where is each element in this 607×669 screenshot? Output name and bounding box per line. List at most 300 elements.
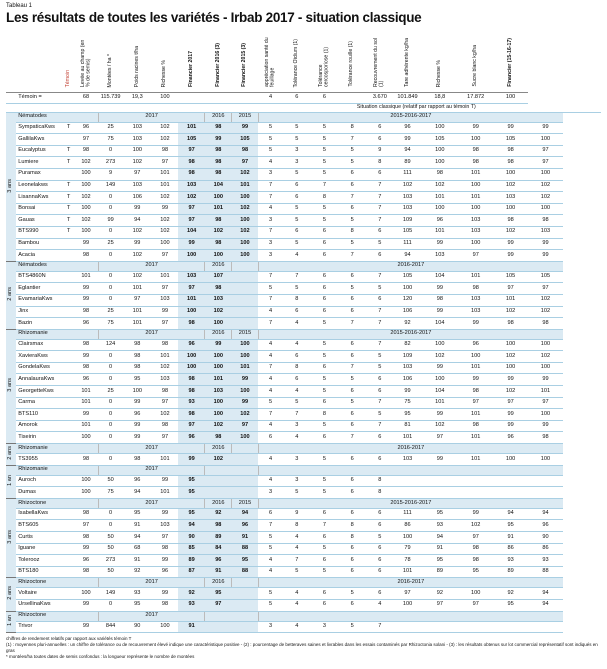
column-header (338, 34, 366, 92)
cell-value: 106 (394, 306, 422, 318)
cell-value: 102 (74, 215, 99, 227)
section-header (6, 112, 601, 122)
variety-name: Tiseirin (16, 432, 63, 444)
cell-value (232, 487, 259, 499)
column-header (98, 34, 123, 92)
cell-value: 89 (394, 157, 422, 169)
cell-value: 101 (232, 362, 259, 374)
group-label-text: 1 an (7, 615, 14, 626)
cell-value: 4 (258, 566, 283, 578)
cell-value: 101 (458, 409, 493, 421)
variety-name: UrsellinaKws (16, 599, 63, 611)
cell-value (394, 475, 422, 487)
cell-value: 101 (74, 386, 99, 398)
cell-value: 5 (338, 238, 366, 250)
cell-value: 5 (366, 362, 394, 374)
cell-value: 5 (338, 145, 366, 157)
table-row (6, 122, 601, 134)
cell-value: 99 (493, 409, 528, 421)
cell-value: 92 (493, 588, 528, 600)
column-header (394, 34, 422, 92)
table-row (6, 520, 601, 532)
cell-value (458, 621, 493, 633)
cell-value: 6 (338, 271, 366, 283)
cell-value: 102 (232, 168, 259, 180)
cell-value: 6 (338, 420, 366, 432)
cell-value: 6 (311, 555, 339, 567)
column-header-label: Richesse % (436, 59, 443, 87)
table-row (6, 145, 601, 157)
cell-value: 50 (98, 543, 123, 555)
cell-value: 68 (123, 543, 152, 555)
temoin-value: 17.872 (458, 92, 493, 103)
cell-value: 6 (258, 432, 283, 444)
cell-value (458, 475, 493, 487)
temoin-flag (63, 409, 73, 421)
cell-value: 100 (394, 532, 422, 544)
cell-value: 103 (152, 374, 179, 386)
cell-value: 5 (311, 157, 339, 169)
cell-value: 8 (338, 226, 366, 238)
cell-value: 844 (98, 621, 123, 633)
cell-value: 98 (74, 362, 99, 374)
cell-value: 0 (98, 420, 123, 432)
cell-value: 95 (421, 555, 458, 567)
cell-value: 102 (528, 306, 563, 318)
cell-value: 94 (394, 145, 422, 157)
table-row (6, 339, 601, 351)
cell-value: 99 (528, 420, 563, 432)
period-label: 2016 (205, 498, 232, 508)
section-header (6, 578, 601, 588)
cell-value: 100 (123, 145, 152, 157)
column-header (421, 34, 458, 92)
cell-value (458, 487, 493, 499)
cell-value: 93 (421, 520, 458, 532)
cell-value: 101 (528, 386, 563, 398)
section-title: Nématodes (16, 261, 98, 271)
temoin-flag (63, 134, 73, 146)
cell-value: 102 (528, 294, 563, 306)
cell-value: 86 (528, 543, 563, 555)
period-label (232, 444, 259, 454)
variety-name: Jinx (16, 306, 63, 318)
table-row (6, 397, 601, 409)
cell-value: 98 (178, 168, 205, 180)
cell-value: 9 (283, 508, 311, 520)
cell-value: 5 (283, 122, 311, 134)
cell-value: 5 (258, 122, 283, 134)
cell-value: 99 (493, 250, 528, 262)
cell-value: 101 (152, 454, 179, 466)
cell-value: 8 (366, 157, 394, 169)
cell-value: 75 (394, 397, 422, 409)
cell-value: 104 (421, 386, 458, 398)
cell-value: 25 (98, 238, 123, 250)
cell-value: 6 (338, 454, 366, 466)
results-table (6, 34, 601, 633)
cell-value: 101 (74, 420, 99, 432)
cell-value: 8 (311, 409, 339, 421)
cell-value: 102 (528, 351, 563, 363)
variety-name: GondelaKws (16, 362, 63, 374)
table-row (6, 215, 601, 227)
cell-value: 99 (493, 420, 528, 432)
cell-value: 99 (74, 409, 99, 421)
cell-value: 0 (98, 599, 123, 611)
cell-value: 6 (338, 508, 366, 520)
cell-value: 0 (98, 294, 123, 306)
cell-value: 7 (258, 409, 283, 421)
cell-value: 100 (528, 203, 563, 215)
cell-value: 6 (311, 250, 339, 262)
cell-value: 98 (528, 215, 563, 227)
variety-name: AnnalauraKws (16, 374, 63, 386)
cell-value: 7 (366, 621, 394, 633)
cell-value: 103 (152, 520, 179, 532)
cell-value: 102 (123, 157, 152, 169)
cell-value: 5 (366, 283, 394, 295)
group-label (6, 261, 16, 329)
cell-value: 82 (394, 339, 422, 351)
cell-value: 3 (283, 454, 311, 466)
temoin-flag: T (63, 145, 73, 157)
footnotes (6, 636, 601, 660)
cell-value: 95 (123, 599, 152, 611)
cell-value: 6 (338, 168, 366, 180)
cell-value: 6 (338, 487, 366, 499)
table-row (6, 409, 601, 421)
column-header-label: Financier 2015 (3) (241, 43, 248, 87)
cell-value: 98 (123, 339, 152, 351)
period-label (232, 261, 259, 271)
cell-value: 97 (394, 588, 422, 600)
cell-value: 94 (528, 599, 563, 611)
cell-value: 102 (123, 226, 152, 238)
cell-value: 101 (152, 168, 179, 180)
cell-value: 100 (528, 339, 563, 351)
cell-value: 94 (394, 250, 422, 262)
cell-value: 99 (152, 306, 179, 318)
temoin-value: 6 (283, 92, 311, 103)
cell-value: 97 (152, 283, 179, 295)
period-label: 2015-2016-2017 (258, 498, 563, 508)
cell-value: 3 (258, 250, 283, 262)
cell-value: 98 (421, 168, 458, 180)
temoin-value: 6 (311, 92, 339, 103)
cell-value: 6 (283, 306, 311, 318)
cell-value: 99 (152, 555, 179, 567)
cell-value (528, 475, 563, 487)
cell-value: 7 (258, 192, 283, 204)
period-label (205, 465, 258, 475)
table-row (6, 238, 601, 250)
situation-blank (6, 103, 16, 112)
cell-value: 102 (528, 180, 563, 192)
cell-value: 5 (258, 283, 283, 295)
cell-value: 4 (283, 543, 311, 555)
cell-value: 6 (366, 520, 394, 532)
cell-value: 8 (366, 475, 394, 487)
cell-value: 5 (338, 374, 366, 386)
cell-value: 8 (338, 520, 366, 532)
cell-value: 96 (74, 318, 99, 330)
cell-value: 6 (311, 238, 339, 250)
cell-value: 101 (421, 397, 458, 409)
cell-value: 91 (421, 543, 458, 555)
cell-value: 75 (98, 134, 123, 146)
cell-value: 7 (338, 318, 366, 330)
cell-value: 99 (152, 203, 179, 215)
temoin-flag (63, 168, 73, 180)
variety-name: Trivor (16, 621, 63, 633)
cell-value: 101 (74, 271, 99, 283)
group-label (6, 444, 16, 466)
cell-value: 99 (74, 294, 99, 306)
cell-value: 99 (74, 351, 99, 363)
cell-value: 3 (283, 157, 311, 169)
cell-value: 4 (283, 588, 311, 600)
cell-value: 6 (311, 362, 339, 374)
cell-value: 6 (311, 508, 339, 520)
cell-value: 102 (232, 226, 259, 238)
cell-value: 4 (258, 351, 283, 363)
cell-value: 96 (458, 339, 493, 351)
cell-value: 103 (394, 362, 422, 374)
temoin-value: 18,8 (421, 92, 458, 103)
variety-name: Dumas (16, 487, 63, 499)
cell-value: 93 (178, 599, 205, 611)
cell-value: 95 (493, 599, 528, 611)
table-row (6, 555, 601, 567)
table-row (6, 271, 601, 283)
cell-value: 103 (493, 192, 528, 204)
cell-value: 100 (421, 203, 458, 215)
cell-value: 98 (74, 508, 99, 520)
cell-value: 94 (178, 520, 205, 532)
cell-value: 101 (123, 283, 152, 295)
cell-value: 99 (458, 122, 493, 134)
cell-value: 5 (283, 283, 311, 295)
cell-value: 5 (258, 397, 283, 409)
cell-value: 5 (338, 157, 366, 169)
cell-value: 100 (152, 621, 179, 633)
temoin-value: 101.849 (394, 92, 422, 103)
period-label: 2016 (205, 261, 232, 271)
cell-value: 96 (178, 432, 205, 444)
column-header (205, 34, 232, 92)
period-label: 2015 (232, 329, 259, 339)
cell-value: 5 (311, 215, 339, 227)
cell-value: 98 (74, 250, 99, 262)
variety-name: Amorok (16, 420, 63, 432)
cell-value: 98 (74, 145, 99, 157)
temoin-value: 100 (152, 92, 179, 103)
cell-value: 88 (528, 566, 563, 578)
cell-value: 5 (258, 543, 283, 555)
temoin-flag (63, 283, 73, 295)
cell-value: 6 (366, 555, 394, 567)
cell-value: 100 (458, 351, 493, 363)
temoin-flag: T (63, 192, 73, 204)
cell-value: 100 (74, 475, 99, 487)
cell-value: 99 (123, 238, 152, 250)
variety-header-blank (16, 34, 63, 92)
cell-value: 101 (152, 351, 179, 363)
table-row (6, 318, 601, 330)
cell-value: 100 (528, 362, 563, 374)
cell-value: 78 (394, 555, 422, 567)
group-label (6, 329, 16, 443)
period-label: 2015-2016-2017 (258, 112, 563, 122)
cell-value: 5 (366, 351, 394, 363)
cell-value: 6 (366, 122, 394, 134)
cell-value: 101 (421, 226, 458, 238)
column-header-label: Tolérance cercosporiose (1) (318, 46, 330, 87)
cell-value: 106 (123, 192, 152, 204)
temoin-flag (63, 386, 73, 398)
temoin-flag (63, 238, 73, 250)
cell-value: 120 (394, 294, 422, 306)
cell-value: 99 (421, 283, 458, 295)
cell-value: 98 (205, 283, 232, 295)
variety-name: Acacia (16, 250, 63, 262)
cell-value: 6 (283, 226, 311, 238)
cell-value: 99 (152, 475, 179, 487)
cell-value: 6 (338, 294, 366, 306)
period-label: 2015 (232, 112, 259, 122)
cell-value: 7 (283, 271, 311, 283)
section-header (6, 261, 601, 271)
cell-value: 92 (394, 318, 422, 330)
cell-value: 7 (366, 306, 394, 318)
temoin-value: 68 (74, 92, 99, 103)
cell-value: 75 (98, 318, 123, 330)
cell-value: 98 (458, 555, 493, 567)
cell-value: 4 (283, 339, 311, 351)
temoin-flag (63, 532, 73, 544)
cell-value: 50 (98, 532, 123, 544)
footnote: chiffres de rendement relatifs par rapport aux variétés témoin T (6, 636, 132, 641)
cell-value: 6 (366, 134, 394, 146)
cell-value: 25 (98, 122, 123, 134)
cell-value: 97 (458, 532, 493, 544)
table-row (6, 306, 601, 318)
cell-value: 105 (232, 134, 259, 146)
cell-value: 4 (258, 374, 283, 386)
group-label-text: 1 an (7, 474, 14, 486)
cell-value: 7 (258, 362, 283, 374)
cell-value: 92 (178, 588, 205, 600)
temoin-blank (6, 92, 16, 103)
cell-value: 5 (258, 134, 283, 146)
cell-value: 7 (283, 409, 311, 421)
variety-name: GallilaKws (16, 134, 63, 146)
temoin-value: 19,3 (123, 92, 152, 103)
cell-value: 95 (178, 475, 205, 487)
temoin-flag (63, 351, 73, 363)
cell-value: 4 (283, 318, 311, 330)
variety-name: Bonsai (16, 203, 63, 215)
cell-value: 3 (283, 145, 311, 157)
cell-value: 7 (366, 180, 394, 192)
variety-name: Puramax (16, 168, 63, 180)
cell-value: 97 (528, 145, 563, 157)
cell-value: 6 (338, 386, 366, 398)
cell-value: 100 (178, 250, 205, 262)
variety-name: Curtis (16, 532, 63, 544)
cell-value: 99 (421, 306, 458, 318)
cell-value: 97 (178, 420, 205, 432)
cell-value: 0 (98, 226, 123, 238)
temoin-flag (63, 454, 73, 466)
temoin-flag (63, 599, 73, 611)
cell-value: 85 (178, 543, 205, 555)
cell-value: 102 (205, 306, 232, 318)
cell-value: 101 (458, 168, 493, 180)
variety-name: XavieraKws (16, 351, 63, 363)
cell-value: 111 (394, 168, 422, 180)
cell-value: 92 (123, 566, 152, 578)
cell-value: 95 (394, 409, 422, 421)
period-label: 2017 (98, 112, 205, 122)
cell-value: 88 (232, 543, 259, 555)
cell-value: 99 (123, 397, 152, 409)
cell-value: 99 (205, 134, 232, 146)
cell-value: 101 (152, 180, 179, 192)
temoin-flag: T (63, 157, 73, 169)
temoin-flag (63, 520, 73, 532)
cell-value: 8 (283, 520, 311, 532)
cell-value: 105 (178, 134, 205, 146)
cell-value: 100 (458, 180, 493, 192)
cell-value: 98 (528, 432, 563, 444)
cell-value: 100 (74, 432, 99, 444)
cell-value: 100 (493, 203, 528, 215)
column-header (493, 34, 528, 92)
cell-value: 100 (74, 226, 99, 238)
temoin-value (178, 92, 205, 103)
table-row (6, 226, 601, 238)
period-label: 2017 (98, 498, 205, 508)
cell-value: 109 (394, 351, 422, 363)
cell-value (528, 621, 563, 633)
situation-blank (16, 103, 231, 112)
variety-name: BTS990 (16, 226, 63, 238)
cell-value: 98 (74, 532, 99, 544)
cell-value: 5 (338, 397, 366, 409)
cell-value: 4 (258, 386, 283, 398)
cell-value: 6 (366, 588, 394, 600)
cell-value: 99 (493, 374, 528, 386)
cell-value (493, 475, 528, 487)
cell-value: 6 (338, 566, 366, 578)
cell-value: 6 (338, 339, 366, 351)
cell-value: 4 (258, 157, 283, 169)
cell-value: 98 (152, 420, 179, 432)
cell-value: 103 (394, 192, 422, 204)
cell-value: 103 (123, 122, 152, 134)
cell-value: 99 (123, 203, 152, 215)
cell-value: 5 (338, 588, 366, 600)
cell-value: 100 (232, 386, 259, 398)
cell-value: 99 (74, 621, 99, 633)
cell-value: 3 (258, 238, 283, 250)
cell-value: 100 (493, 168, 528, 180)
temoin-flag: T (63, 215, 73, 227)
cell-value: 102 (152, 122, 179, 134)
cell-value: 103 (123, 180, 152, 192)
